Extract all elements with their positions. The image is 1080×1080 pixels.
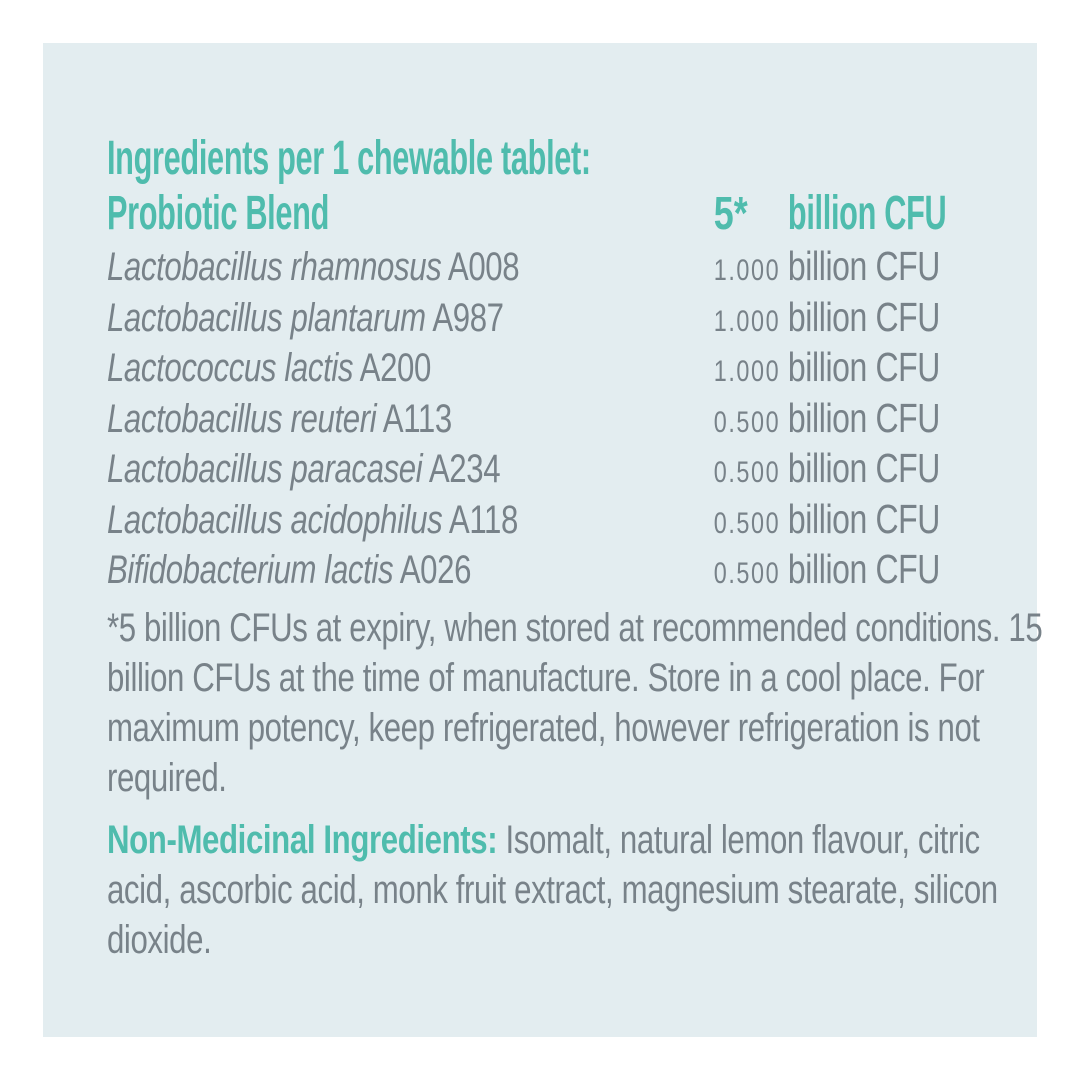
probiotic-blend-label: Probiotic Blend [106,187,330,240]
strain-code: A234 [428,447,501,491]
supplement-facts-panel [43,43,1043,1037]
ingredient-name [107,293,714,343]
ingredient-row [107,494,1080,545]
species-name: Lactobacillus reuteri [106,396,377,441]
strain-code: A118 [448,497,518,542]
ingredient-unit: billion CFU [787,495,940,542]
ingredient-row [107,544,1080,595]
species-name: Lactobacillus plantarum [106,295,426,340]
ingredient-name [107,394,714,444]
strain-code: A026 [399,548,472,592]
species-name: Lactobacillus paracasei [106,447,423,491]
non-medicinal-text: Isomalt, natural lemon flavour, citric acid, ascorbic acid, monk fruit extract, magnesium stearate, silicon dioxide. [106,817,998,962]
ingredient-name [107,545,714,595]
ingredient-amount: 1.000 [713,254,781,287]
ingredient-name [107,242,714,292]
species-name: Lactobacillus acidophilus [106,497,443,542]
strain-code: A008 [447,245,520,289]
storage-footnote: *5 billion CFUs at expiry, when stored at recommended conditions. 15 billion CFUs at the time of manufacture. Store in a cool place. For maximum potency, keep refrigerated, however refrigeration is not required. [106,605,1043,800]
panel-content [43,43,1080,965]
species-name: Lactobacillus rhamnosus [106,245,442,289]
ingredient-amount: 1.000 [713,355,781,388]
non-medicinal-paragraph [107,815,1043,965]
ingredient-unit: billion CFU [787,293,940,340]
species-name: Bifidobacterium lactis [106,548,394,592]
ingredient-amount: 0.500 [713,405,781,439]
ingredient-name [107,444,714,494]
ingredient-unit: billion CFU [787,546,940,592]
ingredient-row [107,393,1080,444]
ingredient-unit: billion CFU [787,394,940,441]
ingredient-unit: billion CFU [787,344,940,390]
ingredient-name [107,343,714,393]
ingredients-heading: Ingredients per 1 chewable tablet: [106,132,591,185]
species-name: Lactococcus lactis [106,346,354,390]
ingredient-row [107,342,1080,393]
probiotic-blend-row [107,187,1080,239]
ingredient-unit: billion CFU [787,445,940,491]
ingredient-row [107,443,1080,494]
strain-code: A987 [432,295,504,340]
ingredient-row [107,241,1080,292]
ingredient-amount: 0.500 [713,557,781,590]
ingredient-name [107,495,714,545]
probiotic-blend-amount: 5* [713,187,748,239]
strain-code: A113 [382,396,452,441]
ingredient-row [107,292,1080,343]
ingredient-amount: 1.000 [713,304,781,338]
non-medicinal-label: Non-Medicinal Ingredients: [106,817,498,862]
strain-code: A200 [359,346,431,390]
ingredient-rows [107,241,1080,595]
ingredient-unit: billion CFU [787,243,940,289]
probiotic-blend-unit: billion CFU [787,187,947,240]
ingredient-amount: 0.500 [713,456,781,489]
ingredient-amount: 0.500 [713,506,781,540]
